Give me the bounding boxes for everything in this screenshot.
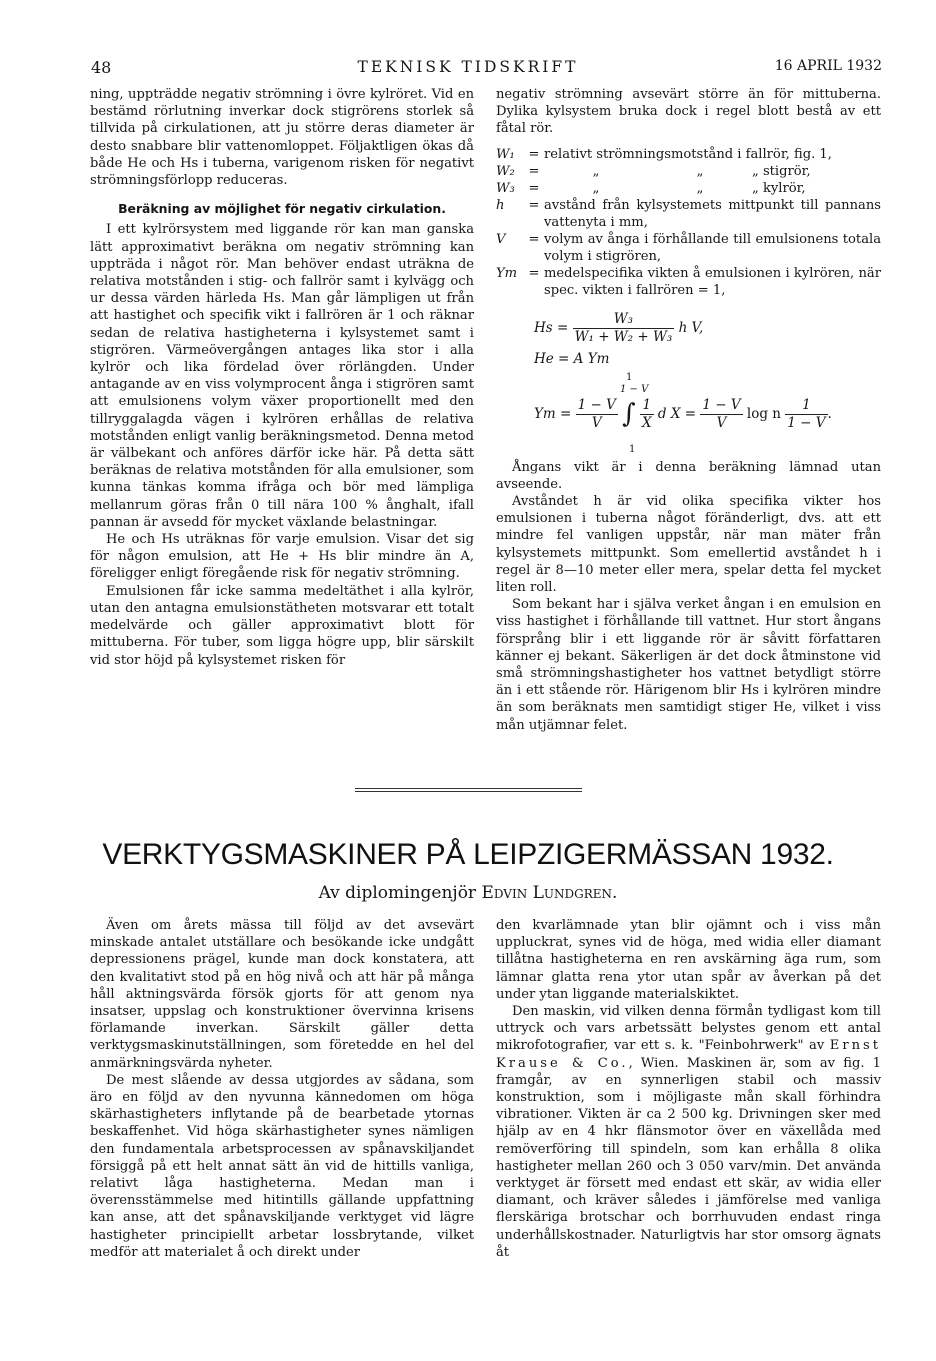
- symbol: W₁: [496, 146, 515, 162]
- section-heading: Beräkning av möjlighet för negativ cirkulation.: [118, 201, 446, 217]
- article-title: VERKTYGSMASKINER PÅ LEIPZIGERMÄSSAN 1932.: [102, 838, 834, 871]
- equals-sign: =: [528, 163, 540, 179]
- fraction: [576, 397, 618, 432]
- symbol-definitions: [496, 146, 881, 299]
- numerator: 1: [785, 397, 827, 415]
- definition-row: [496, 197, 881, 231]
- definition-text: avstånd från kylsystemets mittpunkt till pannans vattenyta i mm,: [544, 197, 881, 230]
- paragraph: Emulsionen får icke samma medeltäthet i alla kylrör, utan den antagna emulsionstätheten motsvarar ett totalt medelvärde och gäller approximativt blott för mittuberna. För tuber, som ligga högre upp, blir särskilt vid stor höjd på kylsystemet risken för: [90, 583, 474, 668]
- numerator: 1 − V: [576, 397, 618, 415]
- denominator: X: [642, 414, 652, 431]
- paragraph: [496, 1003, 881, 1261]
- definition-text: [544, 163, 881, 180]
- symbol: W₂: [496, 163, 515, 179]
- equals-sign: =: [528, 146, 540, 162]
- denominator: W₁ + W₂ + W₃: [574, 328, 673, 345]
- paragraph-text: Den maskin, vid vilken denna förmån tydligast kom till uttryck och vars arbetssätt belystes genom ett antal mikrofotografier, var ett s. k. "Feinbohrwerk" av: [496, 1004, 881, 1054]
- paragraph: Avståndet h är vid olika specifika vikter hos emulsionen i tuberna något föränderligt, dvs. att ett mindre fel vanligen uppstår, när man mäter från kylsystemets mittpunkt. Som emellertid avståndet h i regel är 8—10 meter eller mera, spelar detta fel mycket liten roll.: [496, 494, 881, 596]
- equals-sign: =: [528, 231, 540, 247]
- formula-he: He = A Ym: [534, 350, 610, 367]
- left-column-top: [90, 86, 474, 669]
- formula-lhs: Hs =: [534, 319, 569, 336]
- definition-row: [496, 231, 881, 265]
- divider-line: [355, 791, 582, 794]
- definition-row: [496, 163, 881, 180]
- integral-upper-limit: 1: [626, 371, 633, 383]
- integral-lower-limit: 1: [629, 443, 636, 455]
- fraction: [700, 397, 742, 432]
- paragraph: Som bekant har i själva verket ångan i en emulsion en viss hastighet i förhållande till vattnet. Hur stort ångans försprång blir i ett liggande rör är såvitt författaren känner ej bekant. Säkerligen är det dock åtminstone vid små strömningshastigheter hos vattnet betydligt större än i ett stående rör. Härigenom blir Hs i kylrören mindre än som beräknats men samtidigt stiger He, vilket i viss mån utjämnar felet.: [496, 597, 881, 733]
- definition-tail: „ kylrör,: [752, 180, 806, 196]
- paragraph: negativ strömning avsevärt större än för mittuberna. Dylika kylsystem bruka dock i regel blott bestå av ett fåtal rör.: [496, 87, 881, 137]
- equals-sign: =: [528, 265, 540, 281]
- integral-sign: ∫: [622, 398, 636, 429]
- symbol: V: [496, 231, 506, 247]
- paragraph-text: , Wien. Maskinen är, som av fig. 1 framgår, av en synnerligen stabil och massiv konstruktion, som i möjligaste mån skall förhindra vibrationer. Vikten är ca 2 500 kg. Drivningen sker med hjälp av en 4 hkr flänsmotor över en växellåda med remöverföring till spindeln, som kan erhålla 8 olika hastigheter mellan 260 och 3 050 varv/min. Det använda verktyget är försett med endast ett skär, av widia eller diamant, och kräver således i jämförelse med vanliga flerskäriga brotschar och borrhuvuden endast ringa underhållskostnader. Naturligtvis har stor omsorg ägnats åt: [496, 1055, 881, 1260]
- ditto-mark: „: [696, 163, 704, 179]
- fraction: [640, 397, 654, 432]
- definition-tail: „ stigrör,: [752, 163, 811, 179]
- numerator: W₃: [573, 311, 675, 329]
- byline-end: .: [612, 883, 618, 903]
- denominator: V: [716, 414, 727, 431]
- formula-lhs: Ym =: [534, 405, 572, 422]
- definition-text: [544, 180, 881, 197]
- numerator: 1 − V: [700, 397, 742, 415]
- numerator: 1: [640, 397, 654, 415]
- definition-row: [496, 146, 881, 163]
- paragraph: den kvarlämnade ytan blir ojämnt och i viss mån uppluckrat, synes vid de höga, med widia eller diamant tillåtna hastigheterna en ren avskärning äga rum, som lämnar glatta rena ytor utan spår av åverkan på det under ytan liggande materialskiktet.: [496, 918, 881, 1002]
- formula-block: [496, 305, 881, 457]
- equals-sign: =: [528, 197, 540, 213]
- formula-hs: [534, 311, 703, 346]
- ditto-mark: „: [592, 163, 600, 179]
- symbol: W₃: [496, 180, 515, 196]
- definition-row: [496, 265, 881, 299]
- ditto-mark: „: [592, 180, 600, 196]
- formula-dx: d X =: [657, 405, 697, 422]
- denominator: V: [591, 414, 602, 431]
- right-column-top: [496, 86, 881, 734]
- left-column-bottom: [90, 917, 474, 1261]
- fraction: [785, 397, 827, 432]
- paragraph: De mest slående av dessa utgjordes av sådana, som äro en följd av den nyvunna kännedomen om höga skärhastigheters inflytande på de bearbetade ytornas beskaffenhet. Vid höga skärhastigheter synes nämligen den fundamentala arbetsprocessen av spånavskiljandet försiggå på ett helt annat sätt än vid de hittills vanliga, relativt låga hastigheterna. Medan man i överensstämmelse med hitintills gällande uppfattning kan anse, att det spånavskiljande verktyget vid lägre hastigheter principiellt arbetar lossbrytande, vilket medför att materialet å och direkt under: [90, 1072, 474, 1260]
- byline: [0, 883, 936, 903]
- ditto-mark: „: [696, 180, 704, 196]
- issue-date: 16 APRIL 1932: [774, 58, 882, 74]
- fraction: [573, 311, 675, 346]
- paragraph: ning, uppträdde negativ strömning i övre kylröret. Vid en bestämd rörlutning inverkar dock stigrörens storlek så tillvida på cirkulationen, att ju större deras diameter är desto snabbare blir vattenomloppet. Följaktligen ökas då både He och Hs i tuberna, varigenom risken för negativt strömningsförlopp reduceras.: [90, 87, 474, 189]
- definition-text: medelspecifika vikten å emulsionen i kylrören, när spec. vikten i fallrören = 1,: [544, 265, 881, 298]
- equals-sign: =: [528, 180, 540, 196]
- page-number: 48: [91, 58, 112, 77]
- paragraph: I ett kylrörsystem med liggande rör kan man ganska lätt approximativt beräkna om negativ strömning kan uppträda i något rör. Man behöver endast uträkna de relativa motstånden i stig- och fallrör samt i kylvägg och ur dessa värden härleda Hs. Man går lämpligen ut från att hastighet och specifik vikt i fallrören är 1 och räknar sedan de relativa hastigheterna i kylsystemet samt i stigrören. Värmeövergången antages lika stor i alla kylrör och lika fördelad över rörlängden. Under antagande av en viss volymprocent ånga i stigrören samt att emulsionens volym växer proportionellt med den tillryggalagda vägen i kylrören erhållas de relativa motstånden enligt vanlig beräkningsmetod. Denna metod är välbekant och anföres därför icke här. På detta sätt beräknas de relativa motstånden för alla emulsioner, som kunna tänkas komma ifråga och bör med lämpliga mellanrum göras från 0 till nära 100 % ånghalt, ifall pannan är avsedd för mycket växlande belastningar.: [90, 222, 474, 530]
- symbol: h: [496, 197, 505, 213]
- denominator: 1 − V: [787, 414, 826, 431]
- paragraph: Ångans vikt är i denna beräkning lämnad utan avseende.: [496, 459, 881, 492]
- formula-tail: h V,: [678, 319, 704, 336]
- integral-upper-limit-denominator: 1 − V: [620, 383, 649, 395]
- author-name: Edvin Lundgren: [481, 883, 613, 903]
- byline-prefix: Av diplomingenjör: [318, 883, 477, 903]
- definition-row: [496, 180, 881, 197]
- log-term: log n: [746, 405, 781, 422]
- definition-text: volym av ånga i förhållande till emulsionens totala volym i stigrören,: [544, 231, 881, 264]
- section-divider: [355, 788, 582, 794]
- paragraph: He och Hs uträknas för varje emulsion. Visar det sig för någon emulsion, att He + Hs blir mindre än A, föreligger enligt föregående risk för negativ strömning.: [90, 532, 474, 582]
- definition-text: relativt strömningsmotstånd i fallrör, fig. 1,: [544, 146, 832, 162]
- company-name: Ernst Krause & Co.: [496, 1038, 881, 1071]
- paragraph: Även om årets mässa till följd av det avsevärt minskade antalet utställare och besökande icke undgått depressionens prägel, kunde man dock konstatera, att den kvalitativt stod på en hög nivå och att här på många håll aktningsvärda försök gjorts för att genom nya insatser, uppslag och konstruktioner övervinna krisens förlamande inverkan. Särskilt gäller detta verktygsmaskinutställningen, som företedde en hel del anmärkningsvärda nyheter.: [90, 918, 474, 1071]
- formula-end: .: [827, 405, 832, 422]
- formula-ym: [534, 397, 832, 432]
- journal-title: TEKNISK TIDSKRIFT: [357, 58, 579, 76]
- right-column-bottom: [496, 917, 881, 1261]
- symbol: Ym: [496, 265, 518, 281]
